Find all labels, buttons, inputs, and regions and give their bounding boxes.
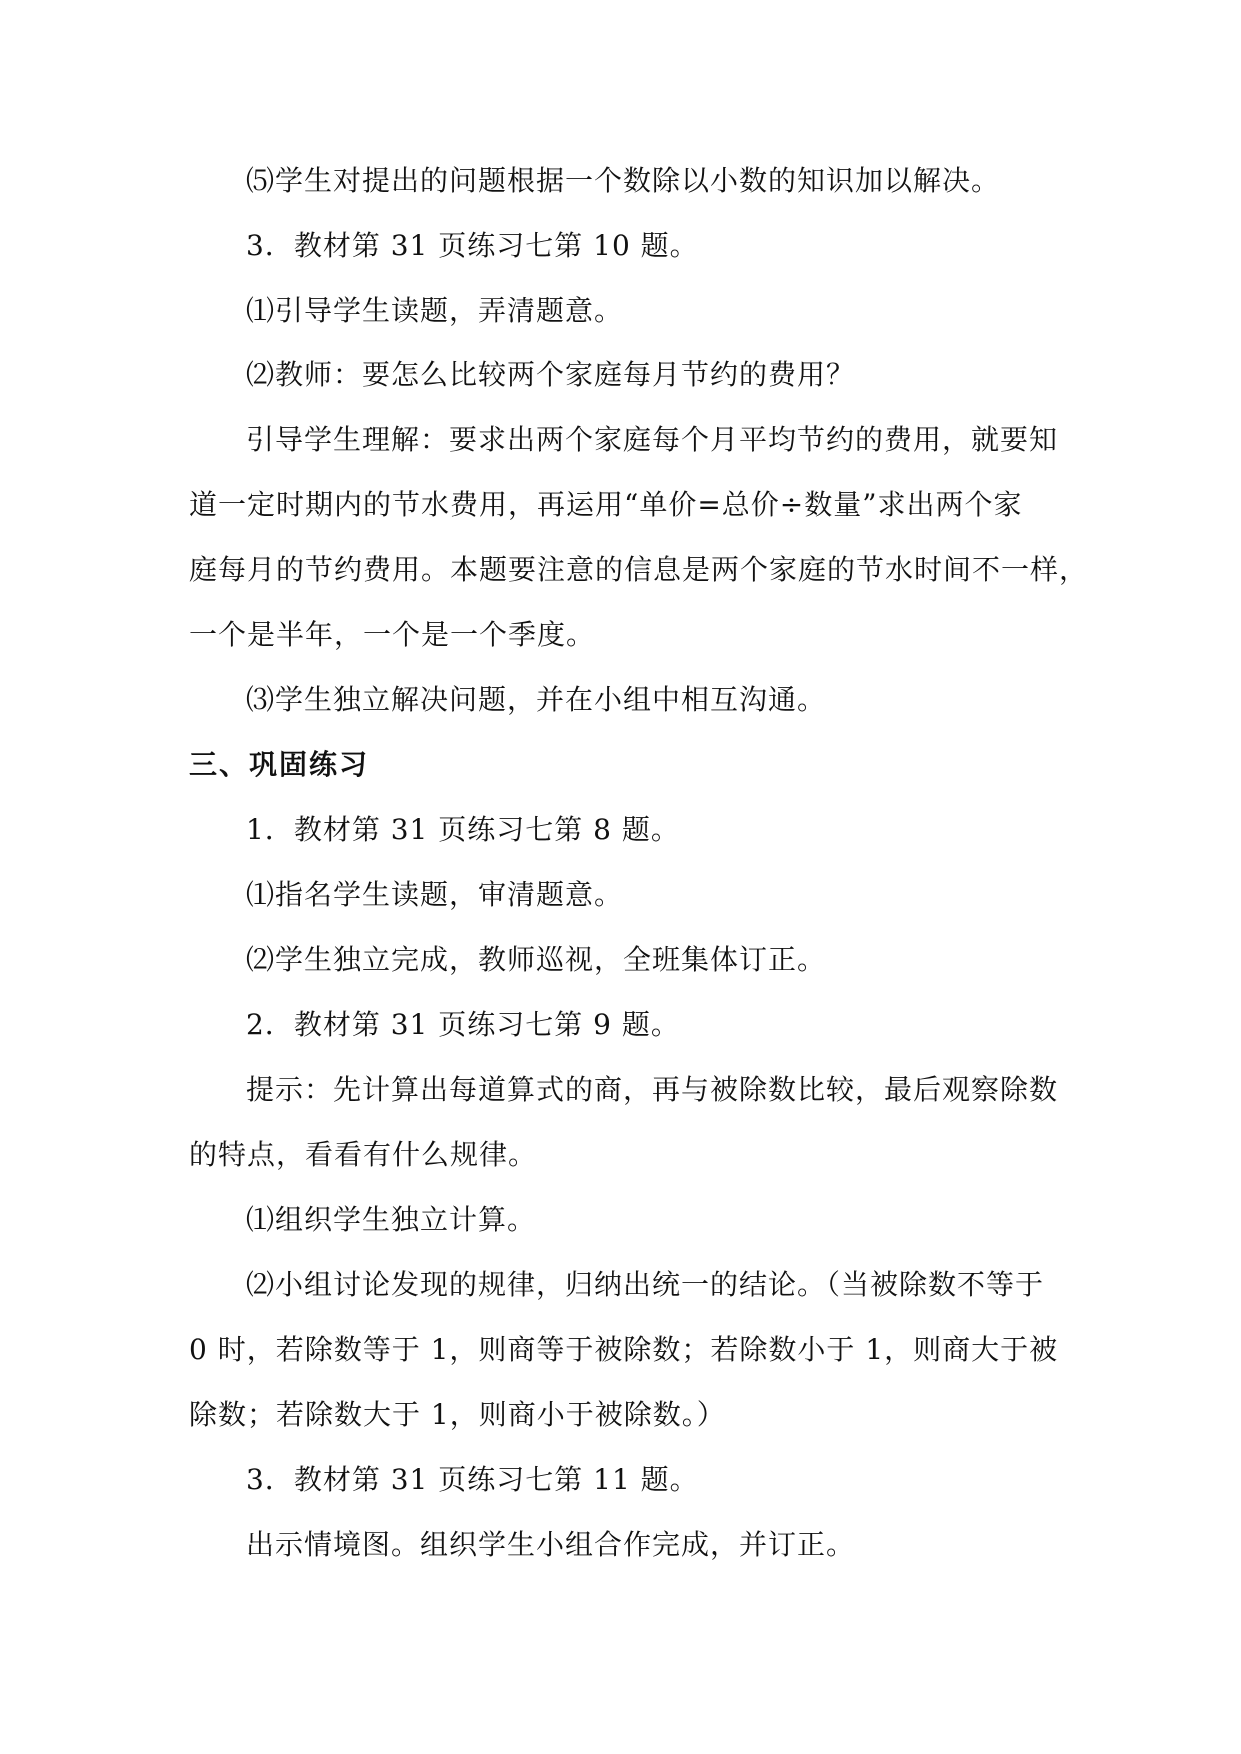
- step-3-discuss: ⑶学生独立解决问题，并在小组中相互沟通。: [246, 683, 827, 716]
- practice-1-step-2: ⑵学生独立完成，教师巡视，全班集体订正。: [246, 943, 827, 976]
- guidance-paragraph-line-3: 庭每月的节约费用。本题要注意的信息是两个家庭的节水时间不一样，: [189, 553, 1089, 586]
- practice-2-step-2-line-2: 0 时，若除数等于 1，则商等于被除数；若除数小于 1，则商大于被: [189, 1333, 1059, 1366]
- step-1-read: ⑴引导学生读题，弄清题意。: [246, 294, 624, 327]
- practice-2-title: 2．教材第 31 页练习七第 9 题。: [246, 1008, 680, 1041]
- practice-1-title: 1．教材第 31 页练习七第 8 题。: [246, 813, 680, 846]
- guidance-paragraph-line-2: 道一定时期内的节水费用，再运用“单价=总价÷数量”求出两个家: [189, 488, 1023, 521]
- guidance-paragraph-line-1: 引导学生理解：要求出两个家庭每个月平均节约的费用，就要知: [246, 423, 1059, 456]
- guidance-paragraph-line-4: 一个是半年，一个是一个季度。: [189, 618, 596, 651]
- exercise-3-title: 3．教材第 31 页练习七第 10 题。: [246, 229, 699, 262]
- step-2-teacher-question: ⑵教师：要怎么比较两个家庭每月节约的费用？: [246, 358, 856, 391]
- hint-line-1: 提示：先计算出每道算式的商，再与被除数比较，最后观察除数: [246, 1073, 1059, 1106]
- section-heading: 三、巩固练习: [189, 748, 370, 781]
- practice-3-title: 3．教材第 31 页练习七第 11 题。: [246, 1463, 699, 1496]
- hint-line-2: 的特点，看看有什么规律。: [189, 1138, 538, 1171]
- practice-3-instruction: 出示情境图。组织学生小组合作完成，并订正。: [246, 1528, 856, 1561]
- practice-2-step-2-line-3: 除数；若除数大于 1，则商小于被除数。）: [189, 1398, 726, 1431]
- practice-2-step-1: ⑴组织学生独立计算。: [246, 1203, 537, 1236]
- practice-1-step-1: ⑴指名学生读题，审清题意。: [246, 878, 624, 911]
- step-5-solve: ⑸学生对提出的问题根据一个数除以小数的知识加以解决。: [246, 164, 1001, 197]
- practice-2-step-2-line-1: ⑵小组讨论发现的规律，归纳出统一的结论。（当被除数不等于: [246, 1268, 1045, 1301]
